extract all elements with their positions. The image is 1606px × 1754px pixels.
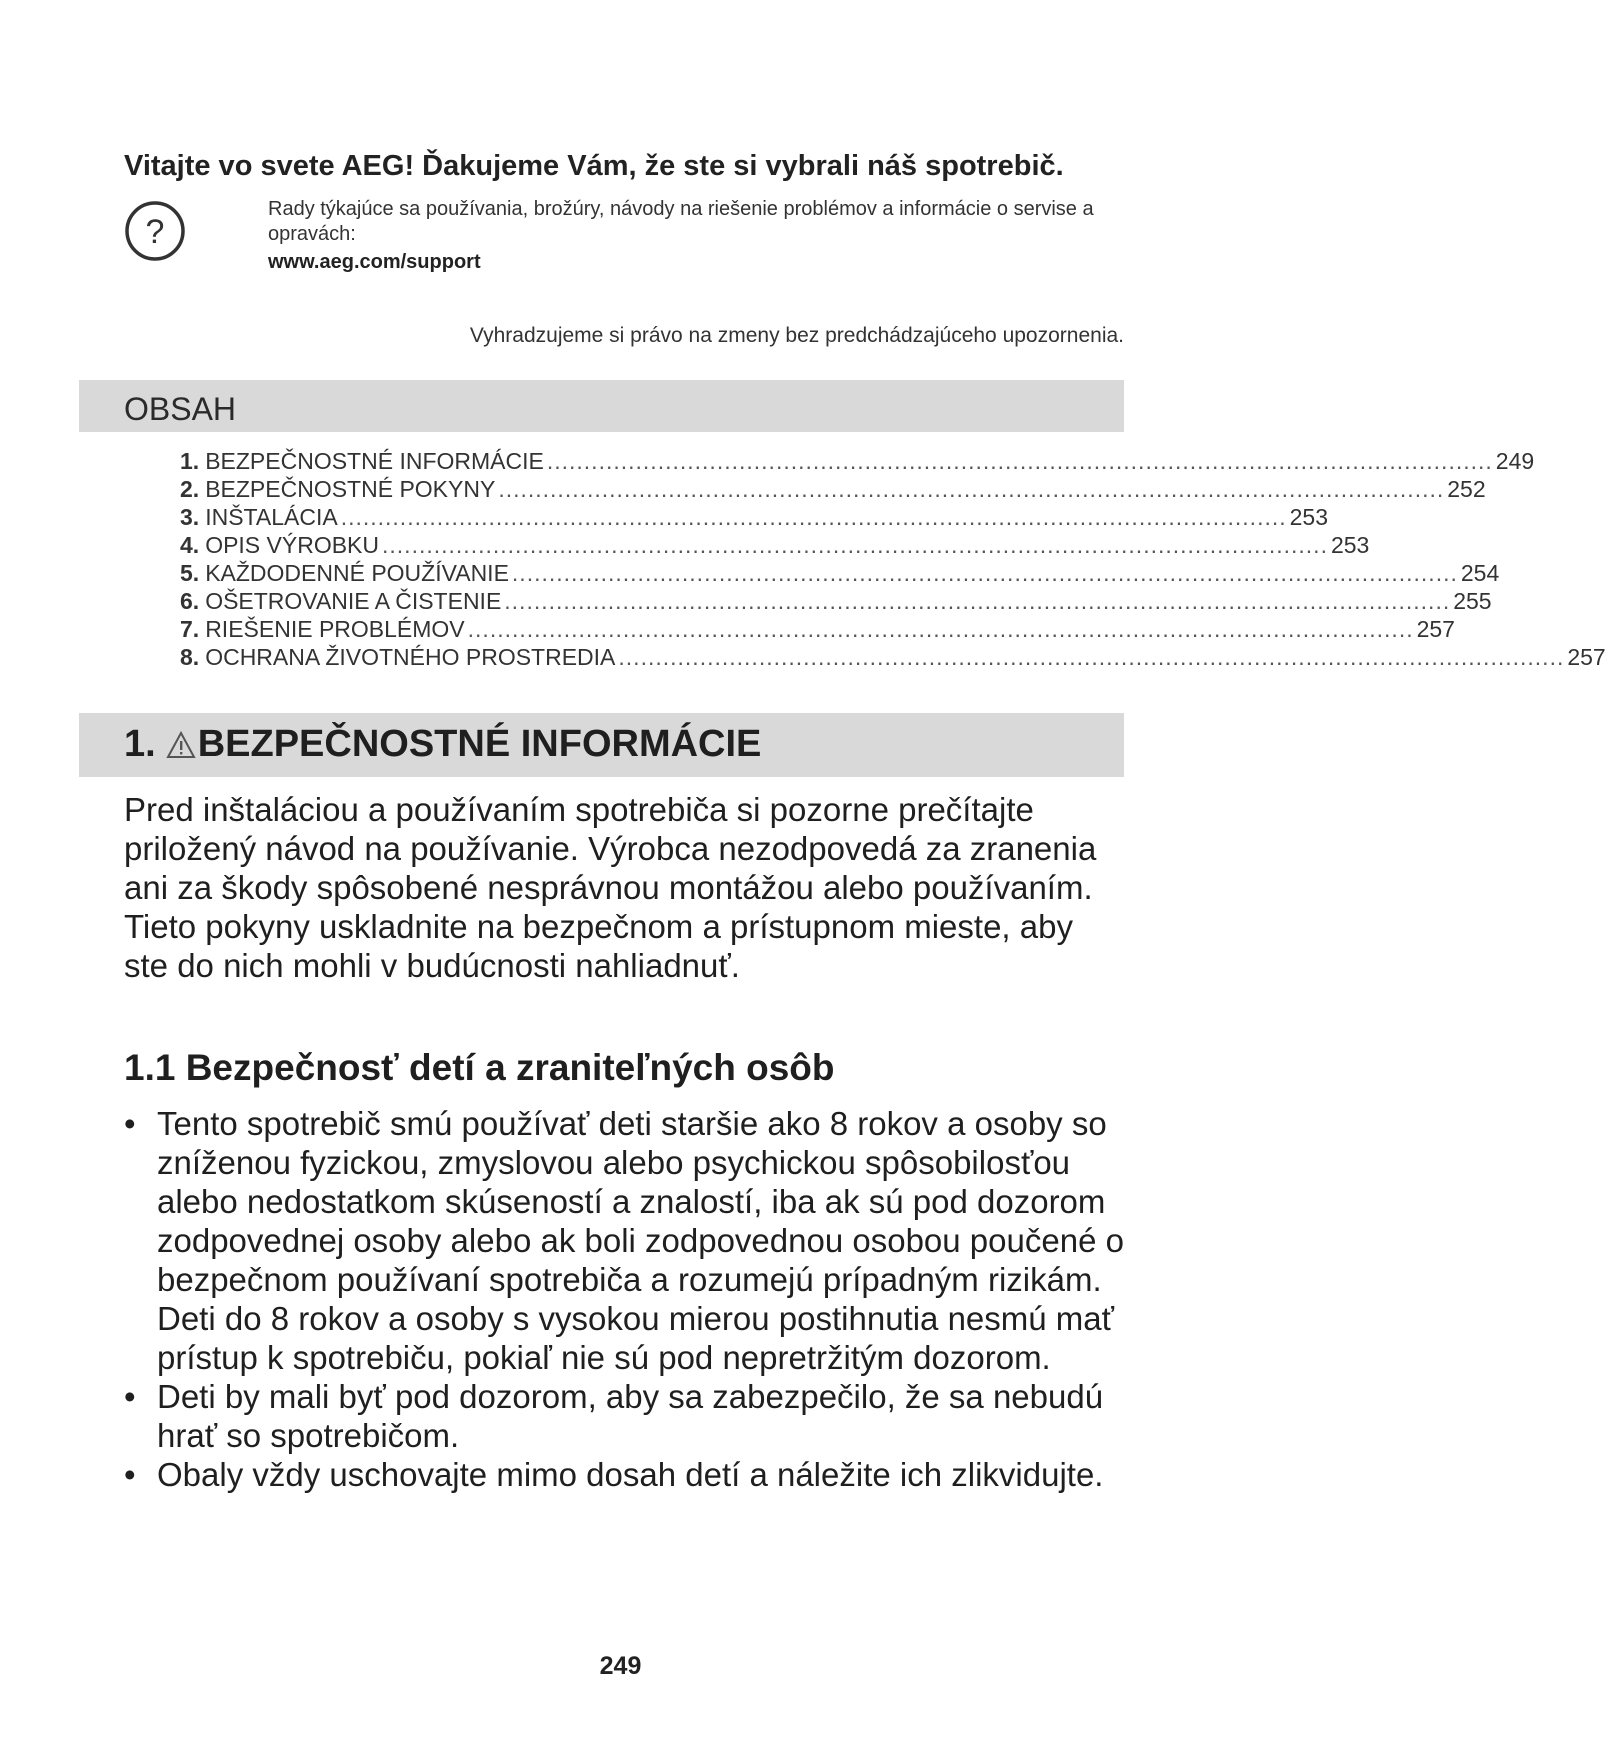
toc-item-title: BEZPEČNOSTNÉ POKYNY	[205, 476, 496, 502]
list-item-text: Obaly vždy uschovajte mimo dosah detí a náležite ich zlikvidujte.	[157, 1456, 1104, 1493]
disclaimer-text: Vyhradzujeme si právo na zmeny bez predchádzajúceho upozornenia.	[469, 324, 1124, 347]
toc-item-title: INŠTALÁCIA	[205, 504, 338, 530]
toc-item-number: 7.	[180, 616, 200, 642]
toc-item-number: 3.	[180, 504, 200, 530]
toc-item-page: 255	[1453, 588, 1492, 614]
section-title: BEZPEČNOSTNÉ INFORMÁCIE	[197, 723, 762, 765]
help-text: Rady týkajúce sa používania, brožúry, návody na riešenie problémov a informácie o servise a opravách:	[268, 198, 1094, 245]
list-item-text: Tento spotrebič smú používať deti staršie ako 8 rokov a osoby so zníženou fyzickou, zmyslovou alebo psychickou spôsobilosťou alebo nedostatkom skúseností a znalostí, iba ak sú pod dozorom zodpovednej osoby alebo ak boli zodpovednou osobou poučené o bezpečnom používaní spotrebiča a rozumejú prípadným rizikám. Deti do 8 rokov a osoby s vysokou mierou postihnutia nesmú mať prístup k spotrebiču, pokiaľ nie sú pod nepretržitým dozorom.	[157, 1105, 1124, 1376]
toc-item[interactable]	[180, 447, 1535, 475]
list-item-text: Deti by mali byť pod dozorom, aby sa zabezpečilo, že sa nebudú hrať so spotrebičom.	[157, 1378, 1104, 1454]
toc-item-page: 249	[1495, 448, 1535, 474]
toc-item[interactable]	[180, 587, 1492, 615]
toc-item[interactable]	[180, 503, 1328, 531]
toc-leader-dots: ................................................................................................................................	[382, 532, 1328, 558]
warning-triangle-icon	[166, 731, 196, 759]
section-heading	[124, 723, 761, 766]
toc-leader-dots: ................................................................................................................................	[498, 476, 1445, 502]
toc-item-number: 2.	[180, 476, 200, 502]
list-item	[124, 1377, 1124, 1455]
toc-item-title: BEZPEČNOSTNÉ INFORMÁCIE	[205, 448, 544, 474]
list-item	[124, 1104, 1124, 1377]
toc-item-page: 257	[1567, 644, 1606, 670]
toc-item-title: KAŽDODENNÉ POUŽÍVANIE	[205, 560, 509, 586]
toc-leader-dots: ................................................................................................................................	[467, 616, 1414, 642]
toc-item-number: 6.	[180, 588, 200, 614]
toc-leader-dots: ................................................................................................................................	[340, 504, 1287, 530]
toc-item-number: 5.	[180, 560, 200, 586]
bullet-icon: •	[124, 1378, 136, 1415]
toc-heading: OBSAH	[124, 391, 237, 427]
toc-item-title: RIEŠENIE PROBLÉMOV	[205, 616, 465, 642]
list-item	[124, 1455, 1124, 1494]
toc-item-page: 252	[1447, 476, 1486, 502]
toc-item-number: 4.	[180, 532, 200, 558]
page-number: 249	[599, 1652, 642, 1680]
toc-item-title: OŠETROVANIE A ČISTENIE	[205, 588, 502, 614]
toc-leader-dots: ................................................................................................................................	[618, 644, 1565, 670]
toc-item[interactable]	[180, 475, 1486, 503]
bullet-icon: •	[124, 1105, 136, 1142]
subsection-title: 1.1 Bezpečnosť detí a zraniteľných osôb	[124, 1047, 835, 1088]
toc-item-title: OPIS VÝROBKU	[205, 532, 380, 558]
toc-item[interactable]	[180, 615, 1455, 643]
toc-item[interactable]	[180, 559, 1500, 587]
toc-header-band	[79, 380, 1124, 432]
bullet-list	[124, 1104, 1124, 1494]
toc-leader-dots: ................................................................................................................................	[511, 560, 1458, 586]
section-header-band	[79, 713, 1124, 777]
toc-item-page: 253	[1330, 532, 1370, 558]
toc-item-page: 254	[1460, 560, 1500, 586]
bullet-icon: •	[124, 1456, 136, 1493]
toc-item-page: 257	[1416, 616, 1455, 642]
welcome-title: Vitajte vo svete AEG! Ďakujeme Vám, že ste si vybrali náš spotrebič.	[124, 150, 1064, 182]
toc-item-title: OCHRANA ŽIVOTNÉHO PROSTREDIA	[205, 644, 616, 670]
table-of-contents	[180, 447, 1606, 671]
support-link[interactable]: www.aeg.com/support	[268, 251, 481, 273]
toc-item-page: 253	[1289, 504, 1328, 530]
toc-item[interactable]	[180, 643, 1606, 671]
toc-item-number: 1.	[180, 448, 200, 474]
section-number: 1.	[124, 723, 156, 765]
toc-item-number: 8.	[180, 644, 200, 670]
intro-paragraph: Pred inštaláciou a používaním spotrebiča si pozorne prečítajte priložený návod na používanie. Výrobca nezodpovedá za zranenia ani za škody spôsobené nesprávnou montážou alebo používaním. Tieto pokyny uskladnite na bezpečnom a prístupnom mieste, aby ste do nich mohli v budúcnosti nahliadnuť.	[124, 791, 1097, 984]
svg-text:?: ?	[145, 213, 165, 251]
toc-leader-dots: ................................................................................................................................	[546, 448, 1493, 474]
toc-item[interactable]	[180, 531, 1370, 559]
question-mark-circle-icon	[124, 200, 186, 262]
toc-leader-dots: ................................................................................................................................	[504, 588, 1451, 614]
